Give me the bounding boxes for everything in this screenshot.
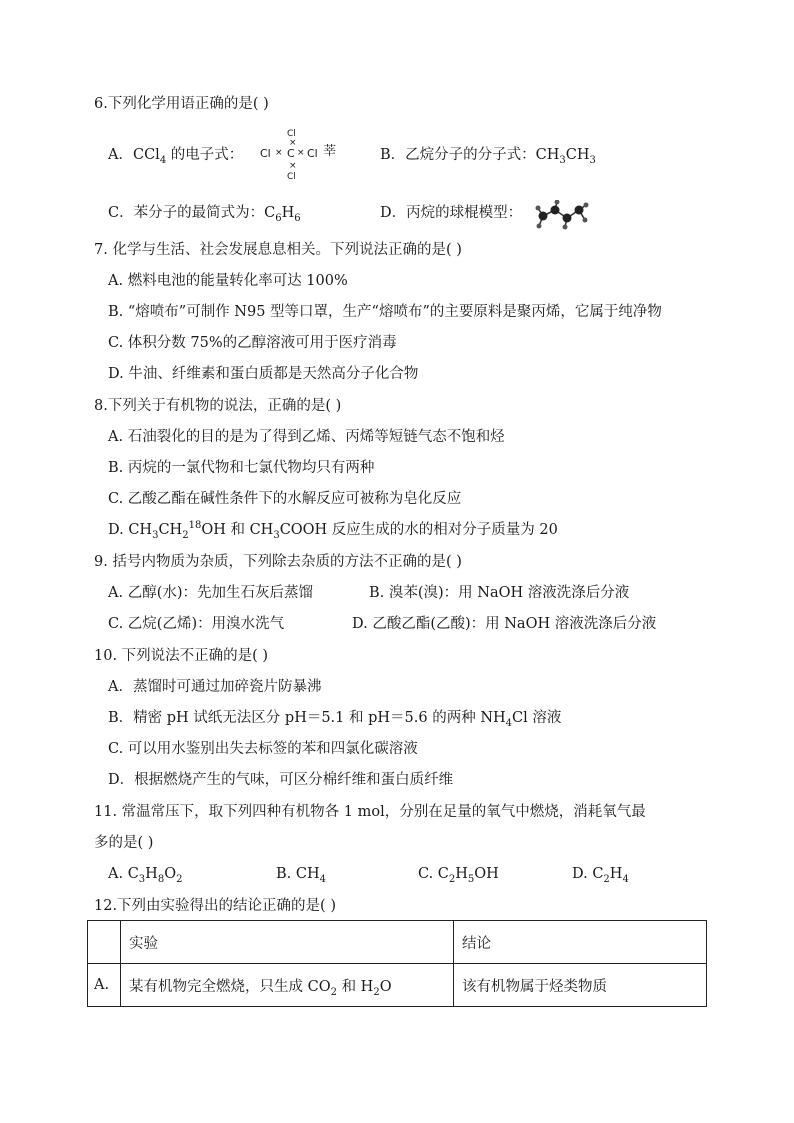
ccl4-electron-formula: Cl × Cl × C × Cl 莘 × Cl (260, 129, 337, 182)
q8-option-a: A. 石油裂化的目的是为了得到乙烯、丙烯等短链气态不饱和烃 (108, 429, 505, 445)
table-header-cell: 结论 (454, 921, 707, 964)
table-cell-label: A. (88, 964, 121, 1007)
q6-option-b: B．乙烷分子的分子式：$CH_3CH_3$ (380, 147, 596, 166)
q8-option-d: D. $CH_3CH_2^{18}OH$ 和 $CH_3COOH$ 反应生成的水的相对分子质量为 20 (108, 520, 558, 541)
q10-option-b: B．精密 pH 试纸无法区分 pH＝5.1 和 pH＝5.6 的两种 $NH_4Cl$ 溶液 (108, 710, 562, 729)
q10-option-a: A．蒸馏时可通过加碎瓷片防暴沸 (108, 679, 322, 695)
table-header-cell (88, 921, 121, 964)
q6-option-a: A．CCl$_4$ 的电子式： (108, 147, 244, 166)
q9-stem: 9. 括号内物质为杂质，下列除去杂质的方法不正确的是( ) (94, 554, 462, 570)
table-row (88, 964, 707, 1007)
q12-table (87, 920, 707, 1007)
q10-option-c: C. 可以用水鉴别出失去标签的苯和四氯化碳溶液 (108, 741, 418, 757)
q8-option-c: C. 乙酸乙酯在碱性条件下的水解反应可被称为皂化反应 (108, 491, 462, 507)
table-cell-experiment: 某有机物完全燃烧，只生成 $CO_2$ 和 $H_2O$ (121, 964, 454, 1007)
q9-option-a: A. 乙醇(水)：先加生石灰后蒸馏 (108, 585, 314, 601)
q11-stem-line2: 多的是( ) (94, 835, 154, 851)
q8-option-b: B. 丙烷的一氯代物和七氯代物均只有两种 (108, 460, 375, 476)
q9-option-d: D. 乙酸乙酯(乙酸)：用 NaOH 溶液洗涤后分液 (352, 616, 657, 632)
table-cell-conclusion: 该有机物属于烃类物质 (454, 964, 707, 1007)
q11-option-a: A. $C_3H_8O_2$ (108, 866, 183, 885)
q7-option-b: B. “熔喷布”可制作 N95 型等口罩，生产“熔喷布”的主要原料是聚丙烯，它属于纯净物 (108, 304, 662, 320)
table-header-cell: 实验 (121, 921, 454, 964)
q9-option-c: C. 乙烷(乙烯)：用溴水洗气 (108, 616, 285, 632)
q11-option-b: B. $CH_4$ (276, 866, 326, 885)
q12-stem: 12.下列由实验得出的结论正确的是( ) (94, 898, 336, 914)
q10-option-d: D．根据燃烧产生的气味，可区分棉纤维和蛋白质纤维 (108, 772, 454, 788)
q10-stem: 10. 下列说法不正确的是( ) (94, 648, 269, 664)
q7-stem: 7. 化学与生活、社会发展息息相关。下列说法正确的是( ) (94, 242, 462, 258)
table-header-row (88, 921, 707, 964)
q7-option-d: D. 牛油、纤维素和蛋白质都是天然高分子化合物 (108, 366, 419, 382)
q8-stem: 8.下列关于有机物的说法，正确的是( ) (94, 398, 342, 414)
propane-ball-stick-model (535, 200, 589, 230)
q7-option-a: A. 燃料电池的能量转化率可达 100% (108, 273, 348, 289)
q9-option-b: B. 溴苯(溴)：用 NaOH 溶液洗涤后分液 (369, 585, 630, 601)
q7-option-c: C. 体积分数 75%的乙醇溶液可用于医疗消毒 (108, 335, 397, 351)
q11-option-c: C. $C_2H_5OH$ (418, 866, 499, 885)
q6-option-c: C．苯分子的最简式为：$C_6H_6$ (108, 205, 301, 224)
q11-option-d: D. $C_2H_4$ (572, 866, 629, 885)
q6-stem: 6.下列化学用语正确的是( ) (94, 96, 269, 112)
q11-stem-line1: 11. 常温常压下，取下列四种有机物各 1 mol，分别在足量的氧气中燃烧，消耗氧气最 (94, 804, 646, 820)
q6-option-d: D．丙烷的球棍模型： (380, 205, 523, 221)
